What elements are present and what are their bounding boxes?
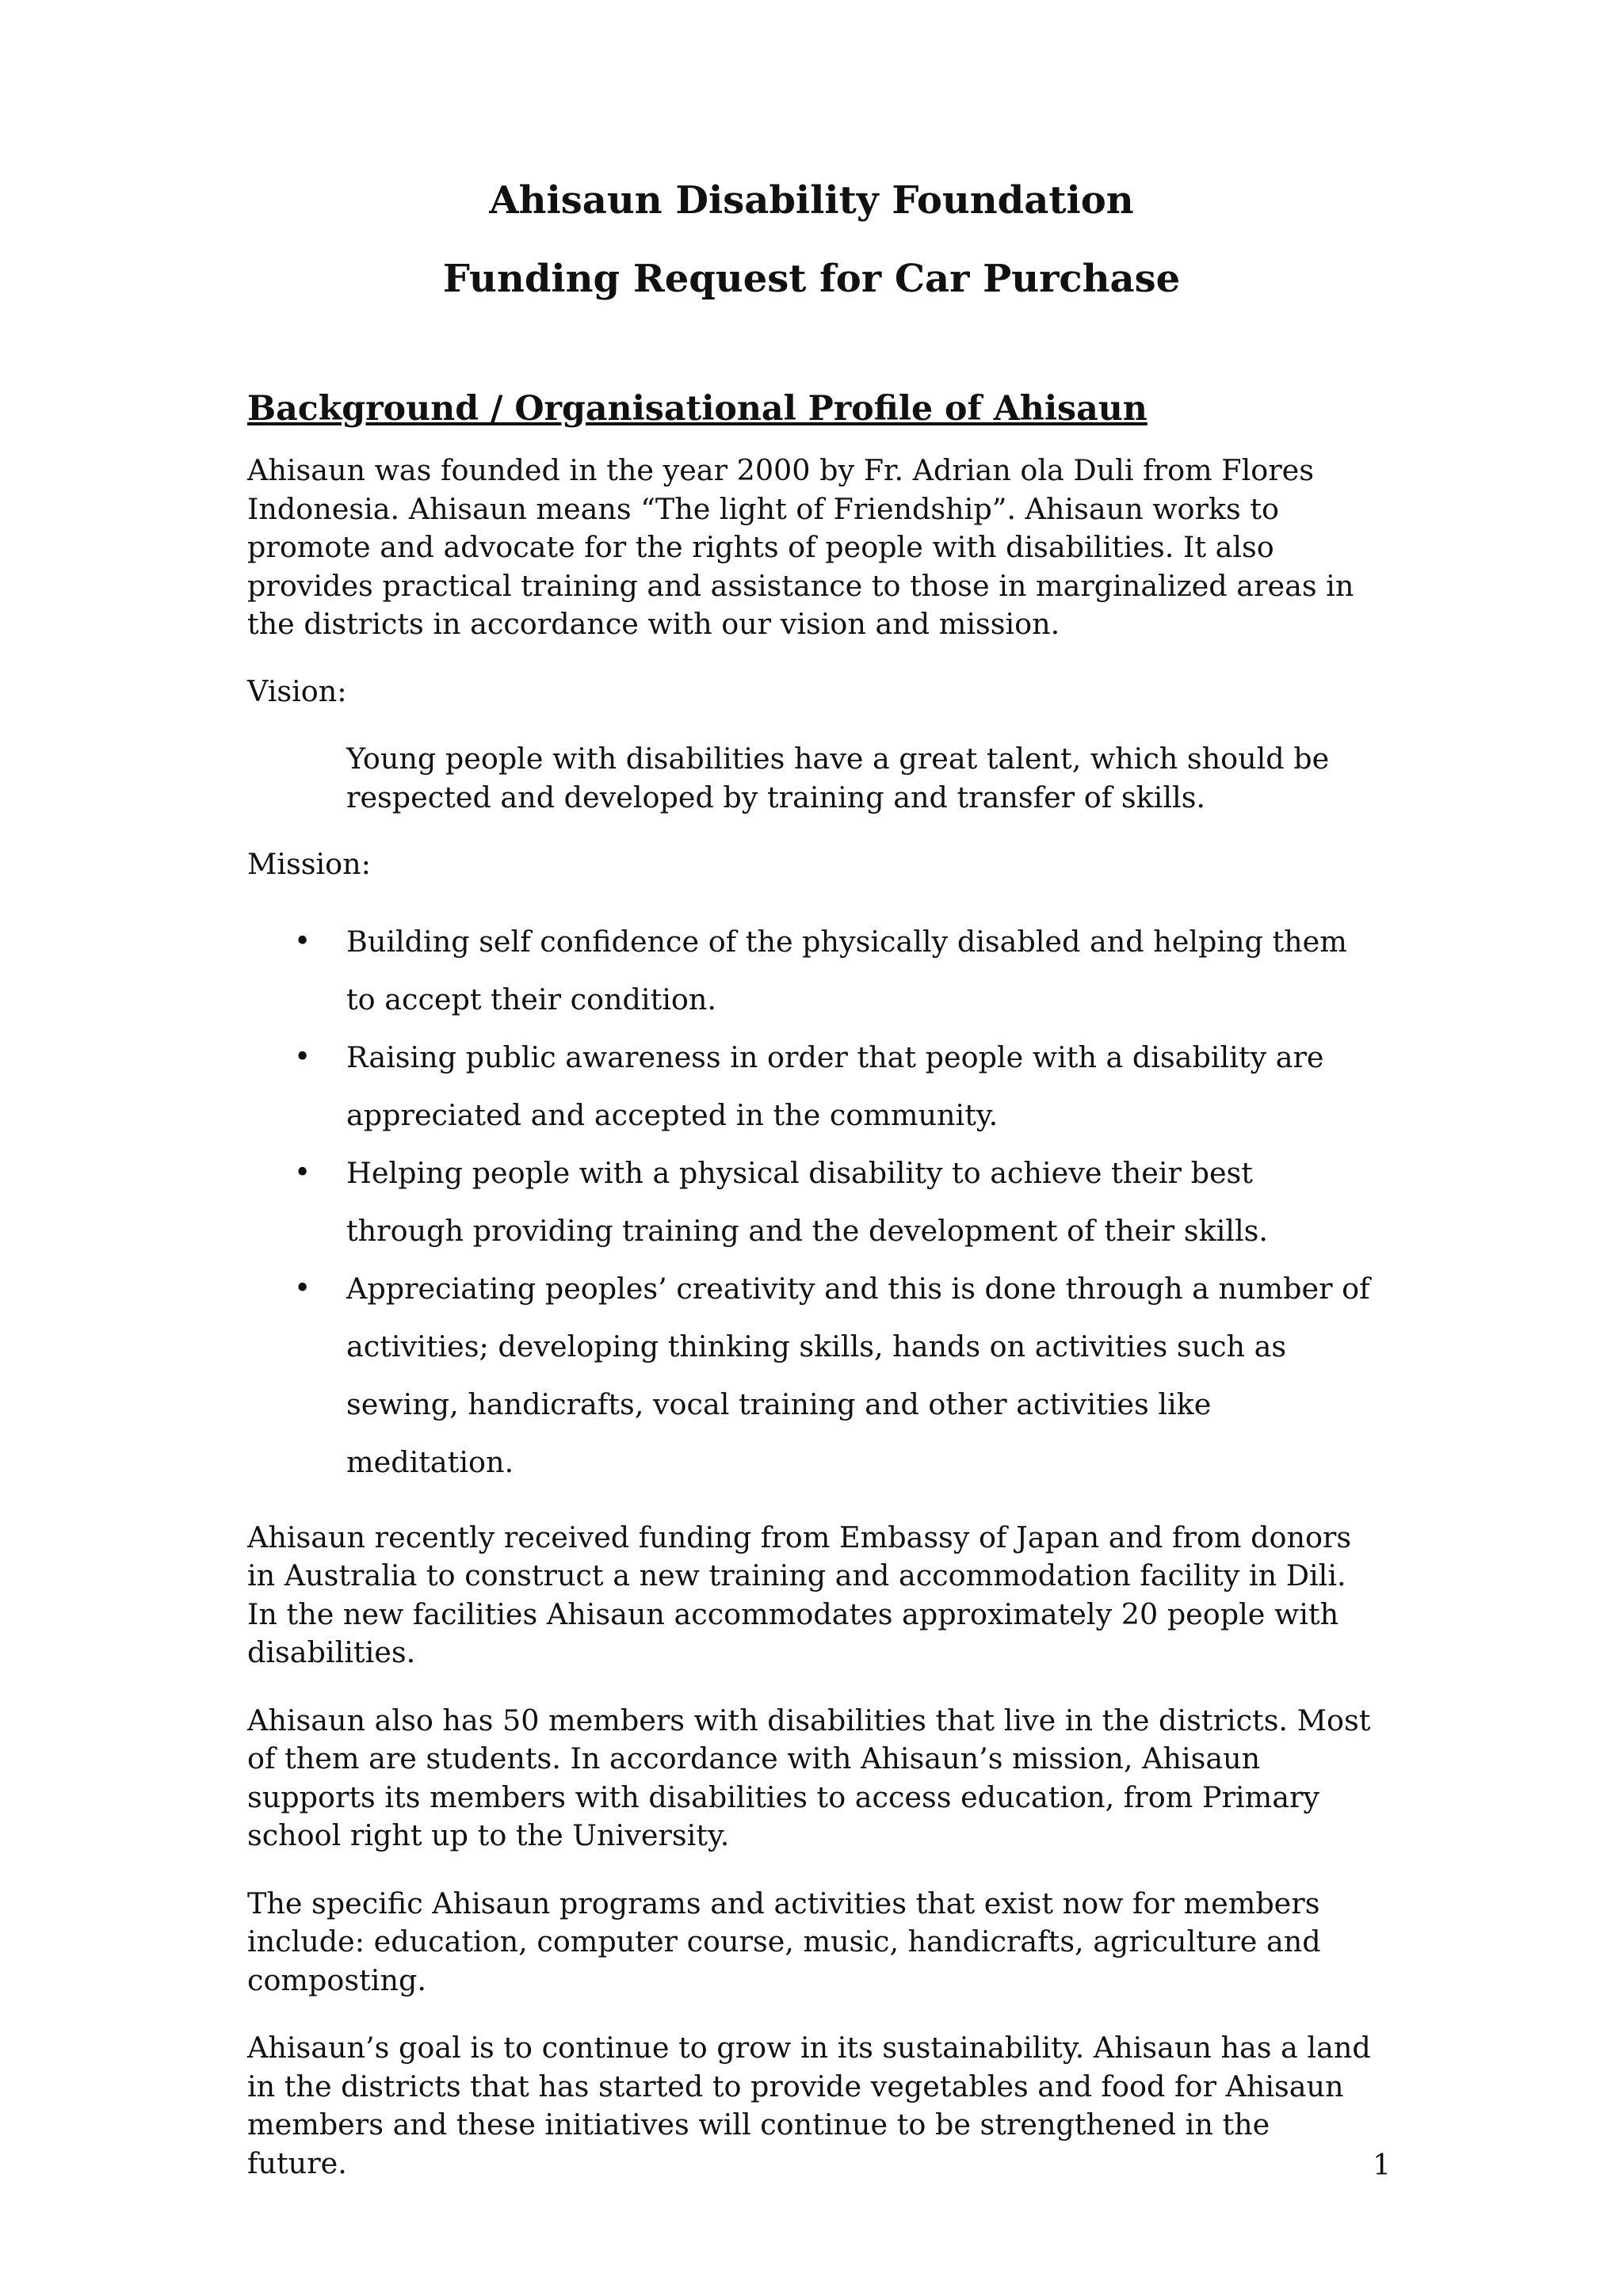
members-paragraph: Ahisaun also has 50 members with disabilities that live in the districts. Most of them are students. In accordance with Ahisaun’s mission, Ahisaun supports its members with disabilities to access education, from Primary school right up to the University.: [247, 1703, 1371, 1852]
mission-item-text: Building self confidence of the physically disabled and helping them to accept their condition.: [346, 924, 1347, 1016]
goal-paragraph: Ahisaun’s goal is to continue to grow in its sustainability. Ahisaun has a land in the districts that has started to provide vegetables and food for Ahisaun members and these initiatives will continue to be strengthened in the future.: [247, 2031, 1371, 2180]
mission-item-text: Helping people with a physical disability to achieve their best through providing training and the development of their skills.: [346, 1155, 1268, 1248]
bullet-icon: •: [294, 1040, 311, 1074]
programs-paragraph: The specific Ahisaun programs and activities that exist now for members include: education, computer course, music, handicrafts, agriculture and composting.: [247, 1886, 1321, 1997]
vision-text: Young people with disabilities have a great talent, which should be respected and developed by training and transfer of skills.: [346, 742, 1330, 814]
section-heading: Background / Organisational Profile of Ahisaun: [247, 389, 1148, 429]
mission-item: [247, 1028, 1377, 1144]
mission-list: [247, 913, 1377, 1491]
vision-label: Vision:: [247, 673, 347, 708]
intro-paragraph: Ahisaun was founded in the year 2000 by Fr. Adrian ola Duli from Flores Indonesia. Ahisaun means “The light of Friendship”. Ahisaun works to promote and advocate for the rights of people with disabilities. It also provides practical training and assistance to those in marginalized areas in the districts in accordance with our vision and mission.: [247, 453, 1354, 641]
document-title: Ahisaun Disability Foundation: [489, 178, 1134, 223]
bullet-icon: •: [294, 925, 311, 958]
page-number: 1: [1373, 2149, 1391, 2182]
mission-item-text: Raising public awareness in order that people with a disability are appreciated and accepted in the community.: [346, 1039, 1324, 1132]
bullet-icon: •: [294, 1272, 311, 1305]
bullet-icon: •: [294, 1156, 311, 1189]
mission-item: [247, 1260, 1377, 1491]
document-subtitle: Funding Request for Car Purchase: [442, 257, 1181, 301]
mission-label: Mission:: [247, 847, 371, 881]
mission-item: [247, 1144, 1377, 1260]
mission-item: [247, 913, 1377, 1028]
mission-item-text: Appreciating peoples’ creativity and this is done through a number of activities; developing thinking skills, hands on activities such as sewing, handicrafts, vocal training and other activities like meditation.: [346, 1271, 1370, 1479]
document-body: [247, 390, 1377, 2183]
funding-paragraph: Ahisaun recently received funding from Embassy of Japan and from donors in Australia to construct a new training and accommodation facility in Dili. In the new facilities Ahisaun accommodates approximately 20 people with disabilities.: [247, 1520, 1352, 1669]
